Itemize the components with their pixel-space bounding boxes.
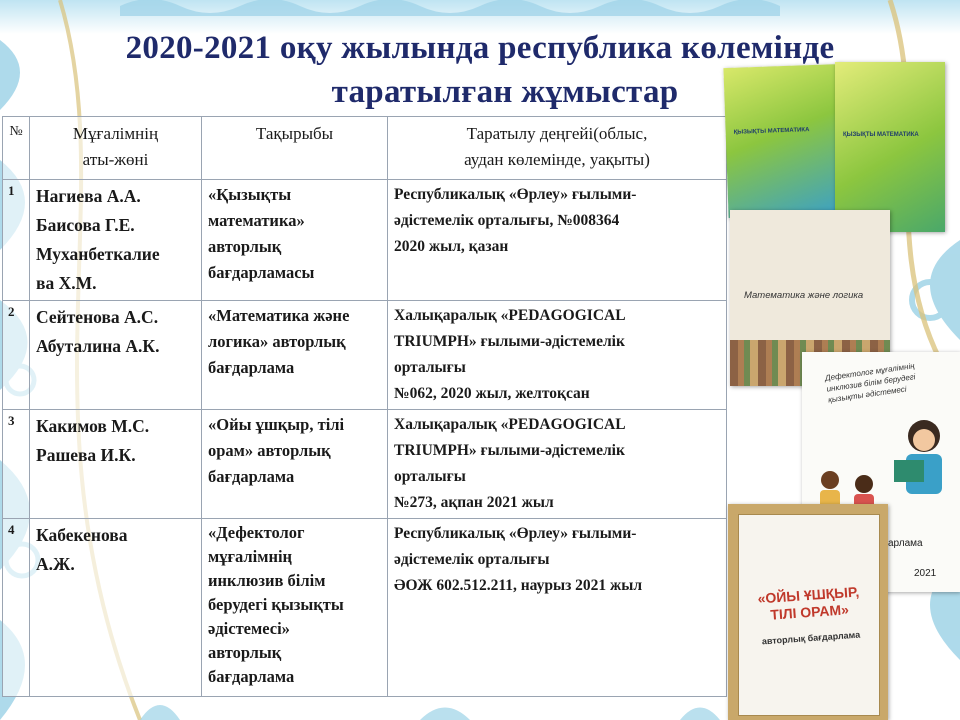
- topic-line: әдістемесі»: [208, 619, 290, 638]
- level-line: Республикалық «Өрлеу» ғылыми-: [394, 186, 637, 203]
- topic-line: математика»: [208, 211, 305, 230]
- topic-line: «Математика және: [208, 306, 350, 325]
- book-subtitle: авторлық бағдарлама: [761, 629, 861, 647]
- topic-cell: [202, 301, 388, 410]
- level-cell: [388, 180, 727, 301]
- table-row: [3, 180, 727, 301]
- level-line: №062, 2020 жыл, желтоқсан: [394, 385, 590, 402]
- level-line: Халықаралық «PEDAGOGICAL: [394, 307, 626, 324]
- level-cell: [388, 410, 727, 519]
- row-number: 1: [3, 180, 30, 301]
- topic-cell: [202, 410, 388, 519]
- book-title: Дефектолог мұғалімнің инклюзив білім берудегі қызықты әдістемесі: [824, 361, 917, 405]
- topic-line: «Ойы ұшқыр, тілі: [208, 415, 345, 434]
- teacher-names: [30, 519, 202, 697]
- level-line: әдістемелік орталығы, №008364: [394, 212, 620, 229]
- level-line: ӘОЖ 602.512.211, наурыз 2021 жыл: [394, 577, 643, 594]
- topic-line: «Қызықты: [208, 185, 292, 204]
- header-level-line: аудан көлемінде, уақыты): [464, 150, 650, 169]
- teacher-name: Муханбеткалие: [36, 244, 160, 264]
- level-line: Республикалық «Өрлеу» ғылыми-: [394, 525, 637, 542]
- table-header-row: [3, 117, 727, 180]
- title-line-2: таратылған жұмыстар: [331, 74, 679, 110]
- topic-line: логика» авторлық: [208, 332, 346, 351]
- level-line: орталығы: [394, 359, 466, 376]
- book-title: «ОЙЫ ҰШҚЫР, ТІЛІ ОРАМ»: [757, 583, 860, 623]
- topic-line: берудегі қызықты: [208, 595, 344, 614]
- teacher-name: Баисова Г.Е.: [36, 215, 135, 235]
- topic-line: авторлық: [208, 237, 282, 256]
- topic-line: бағдарлама: [208, 467, 295, 486]
- level-line: TRIUMPH» ғылыми-әдістемелік: [394, 442, 625, 459]
- book-cover-kyzykty-matematika-2: [835, 62, 945, 232]
- level-line: №273, ақпан 2021 жыл: [394, 494, 554, 511]
- topic-line: бағдарлама: [208, 358, 295, 377]
- topic-line: инклюзив білім: [208, 571, 326, 590]
- row-number: 4: [3, 519, 30, 697]
- book-title: Математика және логика: [744, 290, 864, 301]
- topic-line: авторлық: [208, 643, 282, 662]
- header-topic: Тақырыбы: [202, 117, 388, 180]
- book-cover-oiy-ushkyr: [728, 504, 888, 720]
- level-line: әдістемелік орталығы: [394, 551, 550, 568]
- level-cell: [388, 519, 727, 697]
- teacher-name: Кабекенова: [36, 525, 128, 545]
- table-row: [3, 410, 727, 519]
- topic-line: бағдарлама: [208, 667, 295, 686]
- header-name-line: Мұғалімнің: [72, 124, 159, 143]
- teacher-name: Сейтенова А.С.: [36, 307, 159, 327]
- book-footer-text: арлама: [888, 538, 923, 549]
- teacher-names: [30, 180, 202, 301]
- header-num: №: [3, 117, 30, 180]
- row-number: 2: [3, 301, 30, 410]
- title-line-1: 2020-2021 оқу жылында республика көлемінде: [125, 30, 835, 66]
- teacher-name: ва Х.М.: [36, 273, 97, 293]
- teacher-name: А.Ж.: [36, 554, 75, 574]
- book-title: ҚЫЗЫҚТЫ МАТЕМАТИКА: [733, 127, 810, 136]
- topic-cell: [202, 180, 388, 301]
- teacher-names: [30, 301, 202, 410]
- topic-line: бағдарламасы: [208, 263, 315, 282]
- topic-line: мұғалімнің: [208, 547, 293, 566]
- level-line: Халықаралық «PEDAGOGICAL: [394, 416, 626, 433]
- table-row: [3, 519, 727, 697]
- row-number: 3: [3, 410, 30, 519]
- book-title: ҚЫЗЫҚТЫ МАТЕМАТИКА: [843, 132, 919, 138]
- teacher-name: Абуталина А.К.: [36, 336, 160, 356]
- level-cell: [388, 301, 727, 410]
- teacher-name: Какимов М.С.: [36, 416, 150, 436]
- teacher-name: Нагиева А.А.: [36, 186, 141, 206]
- book-year: 2021: [914, 568, 937, 579]
- header-name-line: аты-жөні: [82, 150, 149, 169]
- header-level-line: Таратылу деңгейі(облыс,: [466, 124, 648, 143]
- table-row: [3, 301, 727, 410]
- book-cover-kyzykty-matematika-1: [723, 64, 846, 218]
- topic-cell: [202, 519, 388, 697]
- level-line: орталығы: [394, 468, 466, 485]
- works-table: [2, 116, 727, 697]
- teacher-names: [30, 410, 202, 519]
- level-line: 2020 жыл, қазан: [394, 238, 509, 255]
- header-level: [388, 117, 727, 180]
- topic-line: «Дефектолог: [208, 523, 305, 542]
- teacher-name: Рашева И.К.: [36, 445, 136, 465]
- book-inner-frame: [738, 514, 880, 716]
- header-name: [30, 117, 202, 180]
- topic-line: орам» авторлық: [208, 441, 331, 460]
- level-line: TRIUMPH» ғылыми-әдістемелік: [394, 333, 625, 350]
